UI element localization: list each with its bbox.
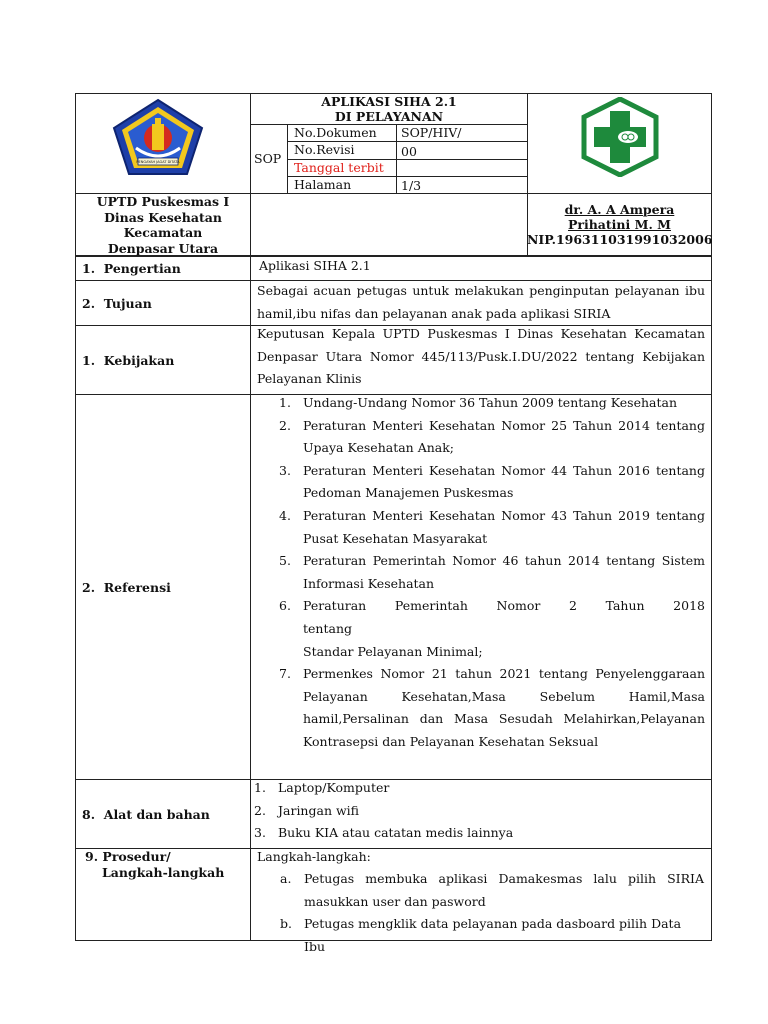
org-line3: Kecamatan (123, 225, 203, 240)
org-line4: Denpasar Utara (107, 240, 219, 256)
alat-list (250, 777, 700, 845)
referensi-item: 5. Peraturan Pemerintah Nomor 46 tahun 2014 tentang Sistem Informasi Kesehatan (279, 553, 705, 591)
prosedur-step: a. Petugas membuka aplikasi Damakesmas lalu pilih SIRIA masukkan user dan pasword (280, 871, 704, 909)
section-kebijakan-text: Keputusan Kepala UPTD Puskesmas I Dinas Kesehatan Kecamatan Denpasar Utara Nomor 445/113/Pusk.I.DU/2022 tentang Kebijakan Pelayanan Klinis (257, 326, 705, 387)
prosedur-step: b. Petugas mengklik data pelayanan pada dasboard pilih Data Ibu (280, 916, 682, 954)
org-line2: Dinas Kesehatan (104, 209, 222, 225)
referensi-item: 2. Peraturan Menteri Kesehatan Nomor 25 Tahun 2014 tentang Upaya Kesehatan Anak; (279, 417, 705, 456)
signer-nip: NIP.196311031991032006 (527, 232, 713, 247)
meta-value-no-revisi: 00 (401, 144, 417, 159)
prosedur-intro: Langkah-langkah: (257, 849, 371, 864)
referensi-item: 3. Peraturan Menteri Kesehatan Nomor 44 Tahun 2016 tentang Pedoman Manajemen Puskesmas (279, 462, 705, 501)
meta-label-halaman: Halaman (294, 177, 352, 192)
meta-label-tanggal-terbit: Tanggal terbit (294, 160, 384, 175)
referensi-item: 7. Permenkes Nomor 21 tahun 2021 tentang Penyelenggaraan Pelayanan Kesehatan,Masa Sebelum Hamil,Masa hamil,Persalinan dan Masa Sesudah Melahirkan,Pelayanan Kontrasepsi dan Pelayanan Kesehatan Seksual (279, 666, 705, 749)
meta-value-no-dokumen: SOP/HIV/ (401, 125, 462, 140)
section-pengertian-label: 1. Pengertian (82, 261, 181, 276)
referensi-list (275, 392, 705, 754)
section-referensi-label: 2. Referensi (82, 580, 171, 595)
meta-value-halaman: 1/3 (401, 178, 422, 193)
alat-item: 2. Jaringan wifi (254, 802, 359, 818)
signer-name-line2: Prihatini M. M (567, 217, 671, 232)
section-tujuan-label: 2. Tujuan (82, 296, 152, 311)
referensi-item: 6. Peraturan Pemerintah Nomor 2 Tahun 2018 tentang Standar Pelayanan Minimal; (279, 598, 705, 659)
sop-label: SOP (254, 151, 282, 166)
city-emblem-logo (112, 98, 204, 178)
referensi-item: 4. Peraturan Menteri Kesehatan Nomor 43 Tahun 2019 tentang Pusat Kesehatan Masyarakat (279, 507, 705, 546)
section-kebijakan-label: 1. Kebijakan (82, 353, 175, 368)
alat-item: 1. Laptop/Komputer (254, 780, 390, 795)
section-tujuan-text: Sebagai acuan petugas untuk melakukan penginputan pelayanan ibu hamil,ibu nifas dan pelayanan anak pada aplikasi SIRIA (257, 283, 705, 321)
emblem-motto: PENGAYAH JAGAT DITATA (136, 160, 180, 164)
alat-item: 3. Buku KIA atau catatan medis lainnya (254, 825, 514, 841)
section-alat-label: 8. Alat dan bahan (82, 807, 210, 822)
referensi-item: 1. Undang-Undang Nomor 36 Tahun 2009 tentang Kesehatan (279, 395, 677, 410)
prosedur-steps (276, 868, 704, 958)
document-title-line2: DI PELAYANAN (334, 109, 444, 124)
meta-label-no-dokumen: No.Dokumen (294, 125, 377, 140)
signer-name-line1: dr. A. A Ampera (564, 202, 675, 217)
meta-label-no-revisi: No.Revisi (294, 142, 355, 157)
section-prosedur-label: 9. Prosedur/ Langkah-langkah (85, 849, 225, 880)
org-line1: UPTD Puskesmas I (96, 194, 230, 209)
health-ministry-logo (580, 97, 660, 177)
document-title-line1: APLIKASI SIHA 2.1 (321, 94, 457, 109)
section-pengertian-text: Aplikasi SIHA 2.1 (259, 258, 371, 273)
